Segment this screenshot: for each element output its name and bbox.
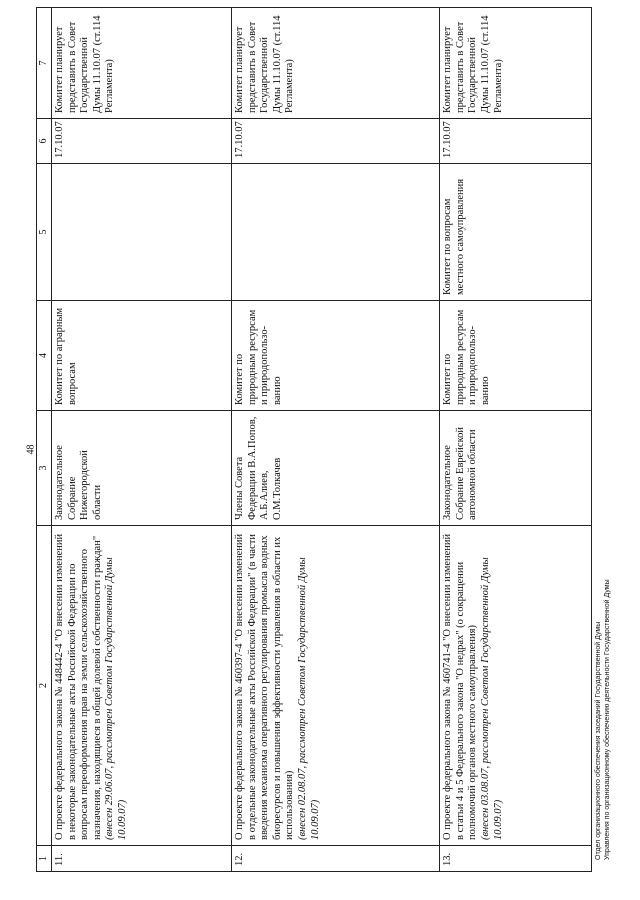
header-cell: 6 — [37, 119, 52, 164]
header-cell: 3 — [37, 411, 52, 526]
bill-cell — [52, 526, 232, 846]
header-cell: 1 — [37, 846, 52, 872]
agenda-table — [36, 7, 592, 872]
date-cell: 17.10.07 — [440, 119, 592, 164]
bill-note: (внесен 02.08.07, рассмотрен Советом Государственной Думы 10.09.07) — [296, 557, 321, 840]
row-number: 11. — [52, 846, 232, 872]
footer-line: Отдел организационного обеспечения заседаний Государственной Думы — [595, 621, 602, 860]
co-committee-cell — [52, 164, 232, 301]
author-cell: Члены Совета Федерации В.А.Попов, А.Б.Алиев, О.М.Толкачев — [232, 411, 440, 526]
co-committee-cell: Комитет по вопросам местного самоуправления — [440, 164, 592, 301]
co-committee-cell — [232, 164, 440, 301]
committee-cell: Комитет по природным ресурсам и природопользо-ванию — [440, 301, 592, 411]
date-cell: 17.10.07 — [52, 119, 232, 164]
bill-cell — [440, 526, 592, 846]
bill-title: О проекте федерального закона № 448442-4 "О внесении изменений в некоторые законодательные акты Российской Федерации по вопросам переоформления прав на земли сельскохозяйственного назначения, находящиеся в общей долевой собственности граждан" — [54, 533, 103, 840]
header-cell: 4 — [37, 301, 52, 411]
row-number: 13. — [440, 846, 592, 872]
author-cell: Законодательное Собрание Нижегородской области — [52, 411, 232, 526]
table-row — [52, 8, 232, 872]
page-number: 48 — [25, 444, 37, 455]
bill-note: (внесен 03.08.07, рассмотрен Советом Государственной Думы 10.09.07) — [479, 557, 504, 840]
plan-cell: Комитет планирует представить в Совет Государственной Думы 11.10.07 (ст.114 Регламента) — [52, 8, 232, 119]
bill-note: (внесен 29.06.07, рассмотрен Советом Государственной Думы 10.09.07) — [104, 557, 128, 840]
header-cell: 2 — [37, 526, 52, 846]
header-row — [37, 8, 52, 872]
table-row — [440, 8, 592, 872]
bill-title: О проекте федерального закона № 460397-4 "О внесении изменений в отдельные законодательные акты Российской Федерации" (в части введения механизма оперативного регулирования промысла водных биоресурсов и повышения эффективности управления в области их использования) — [234, 533, 296, 840]
footer-line: Управления по организационному обеспечению деятельности Государственной Думы — [603, 579, 611, 860]
bill-cell — [232, 526, 440, 846]
committee-cell: Комитет по природным ресурсам и природопользо-ванию — [232, 301, 440, 411]
date-cell: 17.10.07 — [232, 119, 440, 164]
plan-cell: Комитет планирует представить в Совет Государственной Думы 11.10.07 (ст.114 Регламента) — [232, 8, 440, 119]
header-cell: 7 — [37, 8, 52, 119]
table-row — [232, 8, 440, 872]
plan-cell: Комитет планирует представить в Совет Государственной Думы 11.10.07 (ст.114 Регламента) — [440, 8, 592, 119]
row-number: 12. — [232, 846, 440, 872]
author-cell: Законодательное Собрание Еврейской автономной области — [440, 411, 592, 526]
committee-cell: Комитет по аграрным вопросам — [52, 301, 232, 411]
footer — [595, 579, 613, 860]
bill-title: О проекте федерального закона № 460741-4 "О внесении изменений в статьи 4 и 5 Федерального закона "О недрах" (о сокращении полномочий органов местного самоуправления) — [442, 533, 479, 840]
header-cell: 5 — [37, 164, 52, 301]
